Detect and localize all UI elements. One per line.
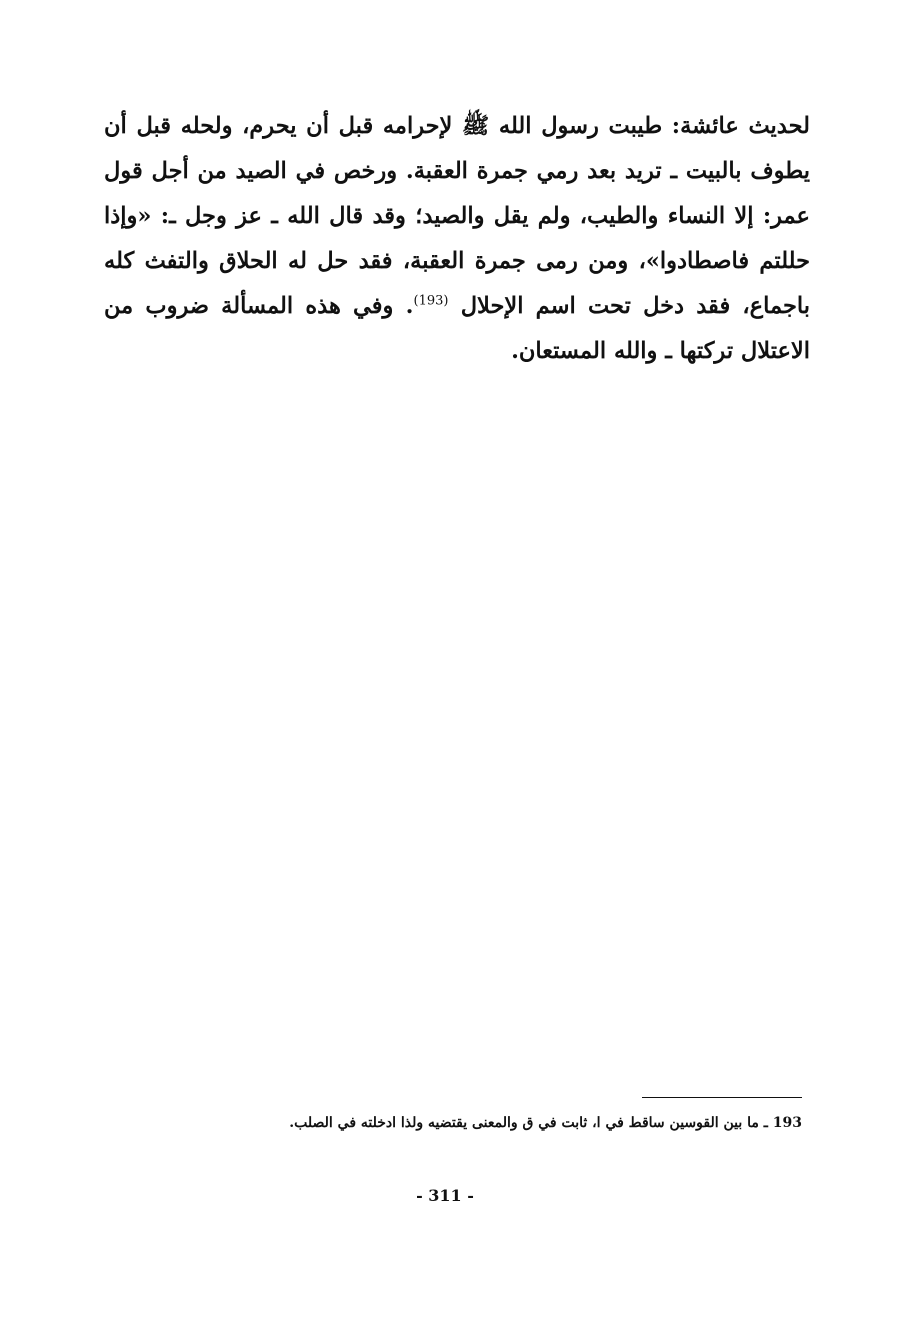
- main-paragraph-text: لحديث عائشة: طيبت رسول الله ﷺ لإحرامه قبل أن يحرم، ولحله قبل أن يطوف بالبيت ـ تريد بعد رمي جمرة العقبة. ورخص في الصيد من أجل قول عمر: إلا النساء والطيب، ولم يقل والصيد؛ وقد قال الله ـ عز وجل ـ: «وإذا حللتم فاصطادوا»، ومن رمى جمرة العقبة، فقد حل له الحلاق والتفث كله باجماع، فقد دخل تحت اسم الإحلال: [104, 113, 810, 319]
- main-paragraph: [104, 104, 810, 374]
- main-paragraph-ending: . وفي هذه المسألة ضروب من الاعتلال تركتها ـ والله المستعان.: [104, 293, 810, 364]
- footnote-reference: (193): [413, 293, 449, 309]
- page-number: - 311 -: [416, 1186, 474, 1205]
- footnote-separator: [642, 1097, 802, 1098]
- footnote: 193 ـ ما بين القوسين ساقط في ا، ثابت في ق والمعنى يقتضيه ولذا ادخلته في الصلب.: [289, 1115, 802, 1131]
